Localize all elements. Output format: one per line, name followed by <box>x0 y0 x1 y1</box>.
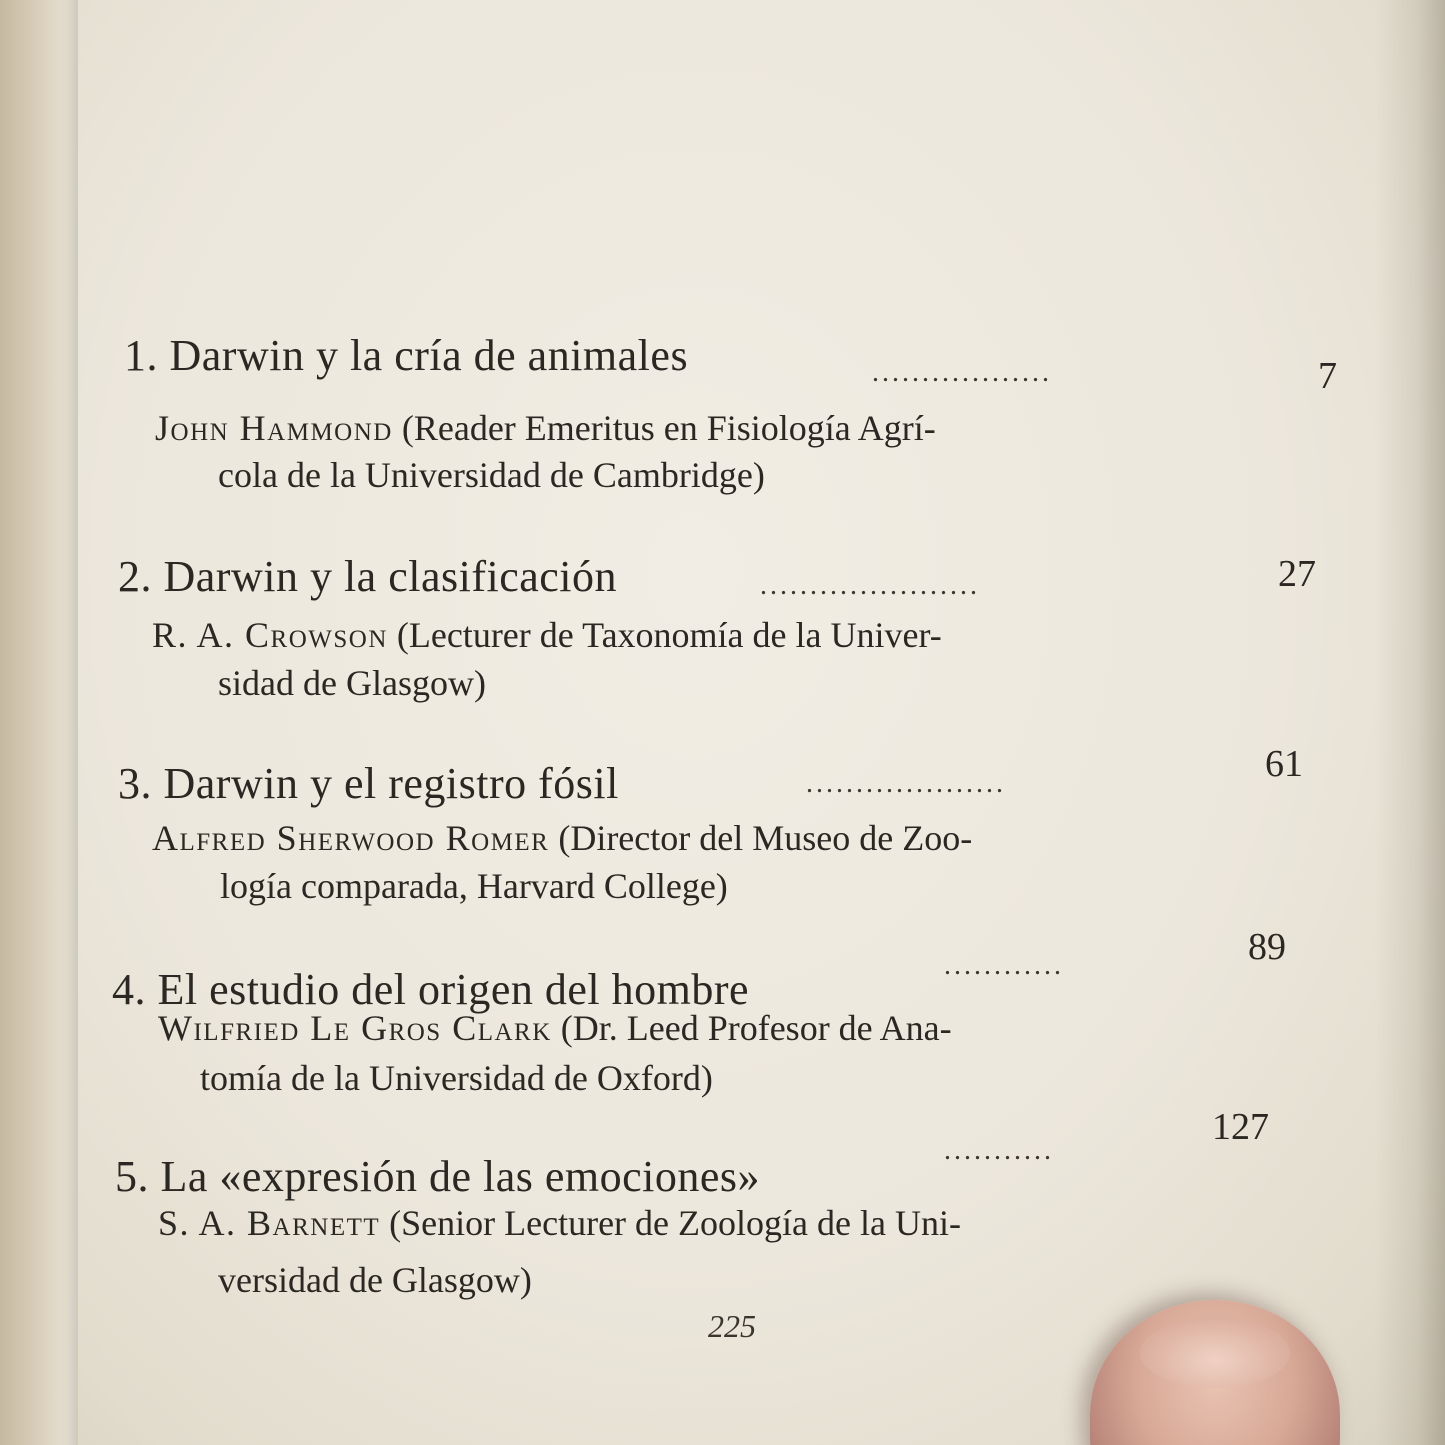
author-name: Wilfried Le Gros Clark <box>158 1008 552 1048</box>
dot-leader: ............ <box>944 950 1064 981</box>
toc-page-number: 61 <box>1265 743 1303 785</box>
toc-author-line-continued: logía comparada, Harvard College) <box>220 866 728 906</box>
toc-entry-title: 1. Darwin y la cría de animales <box>124 331 689 380</box>
toc-author-line <box>152 820 972 856</box>
author-affiliation: (Lecturer de Taxonomía de la Univer- <box>387 615 942 655</box>
author-name: John Hammond <box>155 408 393 448</box>
toc-page-number: 7 <box>1318 355 1337 397</box>
toc-author-line-continued: tomía de la Universidad de Oxford) <box>200 1058 713 1098</box>
toc-author-line <box>158 1205 961 1241</box>
author-name: R. A. Crowson <box>152 615 388 655</box>
dot-leader: .................... <box>806 768 1006 799</box>
dot-leader: ...................... <box>760 570 980 601</box>
page-folio-number: 225 <box>708 1308 756 1344</box>
author-name: S. A. Barnett <box>158 1203 381 1243</box>
toc-page-number: 127 <box>1212 1106 1269 1148</box>
author-affiliation: (Director del Museo de Zoo- <box>549 818 973 858</box>
author-affiliation: (Senior Lecturer de Zoología de la Uni- <box>380 1203 961 1243</box>
toc-author-line-continued: sidad de Glasgow) <box>218 663 486 703</box>
toc-author-line-continued: versidad de Glasgow) <box>218 1260 532 1300</box>
author-name: Alfred Sherwood Romer <box>152 818 550 858</box>
toc-page-number: 27 <box>1278 553 1316 595</box>
toc-entry-title: 4. El estudio del origen del hombre <box>112 965 750 1014</box>
toc-author-line <box>158 1010 952 1046</box>
author-affiliation: (Reader Emeritus en Fisiología Agrí- <box>392 408 936 448</box>
dot-leader: ........... <box>944 1135 1054 1166</box>
toc-entry-title: 3. Darwin y el registro fósil <box>118 759 619 808</box>
toc-author-line <box>152 617 942 653</box>
toc-entry-title: 5. La «expresión de las emociones» <box>115 1152 761 1201</box>
toc-page-number: 89 <box>1248 926 1286 968</box>
author-affiliation: (Dr. Leed Profesor de Ana- <box>551 1008 952 1048</box>
thumbnail-highlight <box>1140 1318 1290 1388</box>
toc-author-line <box>155 410 936 446</box>
dot-leader: .................. <box>872 357 1052 388</box>
toc-entry-title: 2. Darwin y la clasificación <box>118 552 618 601</box>
toc-author-line-continued: cola de la Universidad de Cambridge) <box>218 455 765 495</box>
